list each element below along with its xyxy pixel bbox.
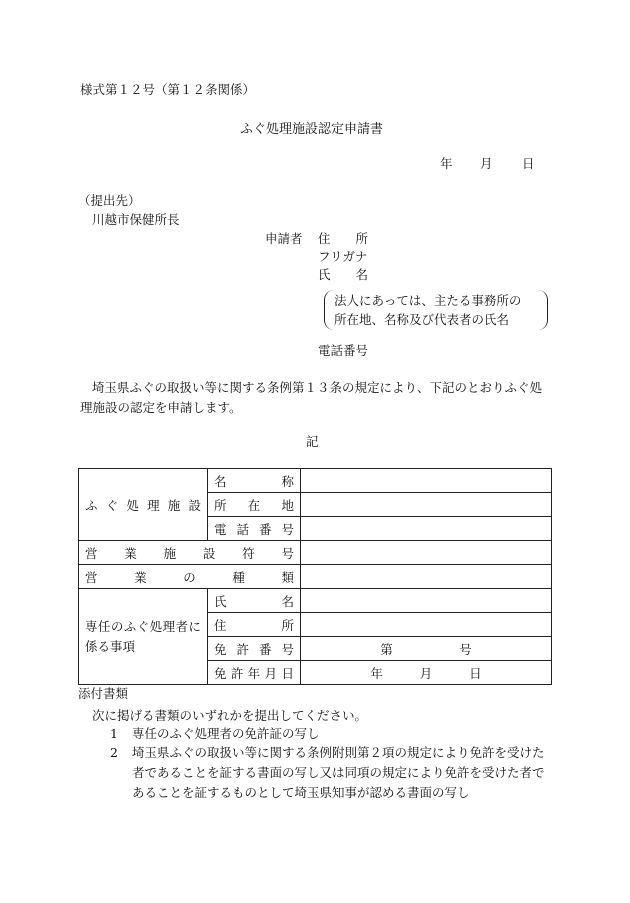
facility-name-label: 名称 [208,469,301,493]
license-number-prefix: 第 [380,641,393,657]
facility-name-field[interactable] [301,469,552,493]
handler-name-field[interactable] [301,589,552,613]
handler-group-label: 専任のふぐ処理者に係る事項 [79,589,208,685]
business-type-label: 営業の種類 [79,565,301,589]
date-line [440,156,535,172]
applicant-label: 申請者 [265,231,303,246]
recipient-name: 川越市保健所長 [92,212,180,227]
attachment-item-number: 1 [110,726,118,741]
ki-marker: 記 [306,434,319,449]
license-date-year: 年 [370,665,383,681]
date-month: 月 [480,156,493,171]
applicant-furigana-label: フリガナ [318,249,368,264]
date-day: 日 [522,156,535,171]
document-title: ふぐ処理施設認定申請書 [240,122,384,137]
application-statement: 埼玉県ふぐの取扱い等に関する条例第１３条の規定により、下記のとおりふぐ処理施設の認定を申請します。 [80,380,543,415]
applicant-name-label: 氏 名 [318,267,369,282]
license-number-label: 免許番号 [208,637,301,661]
license-date-month: 月 [419,665,433,681]
license-date-field[interactable] [301,661,552,685]
form-number: 様式第１２号（第１２条関係） [80,82,256,97]
facility-location-label: 所在地 [208,493,301,517]
applicant-phone-label: 電話番号 [318,343,369,358]
business-code-label: 営業施設符号 [79,541,301,565]
application-table [78,468,552,685]
recipient-label: （提出先） [78,193,141,208]
attachments-lead: 次に掲げる書類のいずれかを提出してください。 [92,708,368,723]
license-date-label: 免許年月日 [208,661,301,685]
handler-address-label: 住所 [208,613,301,637]
attachment-item [110,743,550,803]
handler-name-label: 氏名 [208,589,301,613]
attachments-heading: 添付書類 [78,686,129,701]
license-date-day: 日 [469,665,482,681]
license-number-field[interactable] [301,637,552,661]
date-year: 年 [440,156,453,171]
facility-phone-label: 電話番号 [208,517,301,541]
corporate-note-line1: 法人にあっては、主たる事務所の [334,293,522,308]
attachment-item-number: 2 [110,745,118,760]
business-code-field[interactable] [301,541,552,565]
facility-location-field[interactable] [301,493,552,517]
applicant-address-label: 住 所 [318,231,369,246]
business-type-field[interactable] [301,565,552,589]
corporate-note-line2: 所在地、名称及び代表者の氏名 [334,312,510,327]
handler-address-field[interactable] [301,613,552,637]
license-number-suffix: 号 [459,641,472,657]
facility-group-label: ふぐ処理施設 [79,469,208,541]
facility-phone-field[interactable] [301,517,552,541]
attachment-item-text: 専任のふぐ処理者の免許証の写し [132,726,320,741]
attachment-item-text: 埼玉県ふぐの取扱い等に関する条例附則第２項の規定により免許を受けた者であることを証する書面の写し又は同項の規定により免許を受けた者であることを証するものとして埼玉県知事が認める書面の写し [132,745,545,800]
